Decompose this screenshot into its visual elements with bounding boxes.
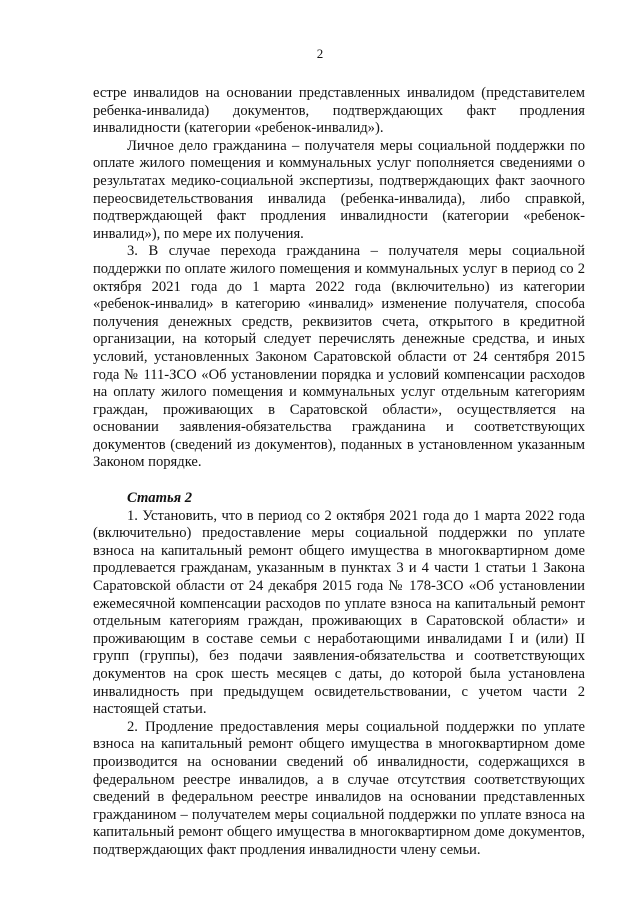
paragraph: естре инвалидов на основании представленных инвалидом (представителем ребенка-инвалида) документов, подтверждающих факт продления инвалидности (категории «ребенок-инвалид»). — [93, 85, 585, 137]
article-2-body — [93, 508, 585, 860]
page-number: 2 — [316, 46, 324, 61]
paragraph: 2. Продление предоставления меры социальной поддержки по уплате взноса на капитальный ремонт общего имущества в многоквартирном доме производится на основании сведений об инвалидности, содержащихся в федеральном реестре инвалидов, а в случае отсутствия соответствующих сведений в федеральном реестре инвалидов на основании представленных гражданином – получателем меры социальной поддержки по уплате взноса на капитальный ремонт общего имущества в многоквартирном доме документов, подтверждающих факт продления инвалидности члену семьи. — [93, 718, 585, 858]
document-body — [93, 85, 585, 860]
article-1-continuation — [93, 85, 585, 472]
paragraph: Личное дело гражданина – получателя меры социальной поддержки по оплате жилого помещения и коммунальных услуг пополняется сведениями о результатах медико-социальной экспертизы, подтверждающих факт заочного переосвидетельствования инвалида (ребенка-инвалида), либо справкой, подтверждающей факт продления инвалидности (категории «ребенок-инвалид»), по мере их получения. — [93, 137, 585, 242]
paragraph: 3. В случае перехода гражданина – получателя меры социальной поддержки по оплате жилого помещения и коммунальных услуг в период со 2 октября 2021 года до 1 марта 2022 года (включительно) из категории «ребенок-инвалид» в категорию «инвалид» изменение получателя, способа получения денежных средств, реквизитов счета, открытого в кредитной организации, на который следует перечислять денежные средства, и иных условий, установленных Законом Саратовской области от 24 сентября 2015 года № 111-ЗСО «Об установлении порядка и условий компенсации расходов на оплату жилого помещения и коммунальных услуг отдельным категориям граждан, проживающих в Саратовской области», осуществляется на основании заявления-обязательства гражданина и соответствующих документов (сведений из документов), поданных в установленном указанным Законом порядке. — [93, 243, 585, 471]
article-heading: Статья 2 — [127, 490, 193, 507]
paragraph: 1. Установить, что в период со 2 октября 2021 года до 1 марта 2022 года (включительно) предоставление меры социальной поддержки по уплате взноса на капитальный ремонт общего имущества в многоквартирном доме продлевается гражданам, указанным в пунктах 3 и 4 части 1 статьи 1 Закона Саратовской области от 24 декабря 2015 года № 178-ЗСО «Об установлении ежемесячной компенсации расходов по уплате взноса на капитальный ремонт отдельным категориям граждан, проживающих в Саратовской области» и проживающим в составе семьи с неработающими инвалидами I и (или) II групп (группы), без подачи заявления-обязательства и соответствующих документов на срок шесть месяцев с даты, до которой была установлена инвалидность при предыдущем освидетельствовании, с учетом части 2 настоящей статьи. — [93, 507, 585, 718]
